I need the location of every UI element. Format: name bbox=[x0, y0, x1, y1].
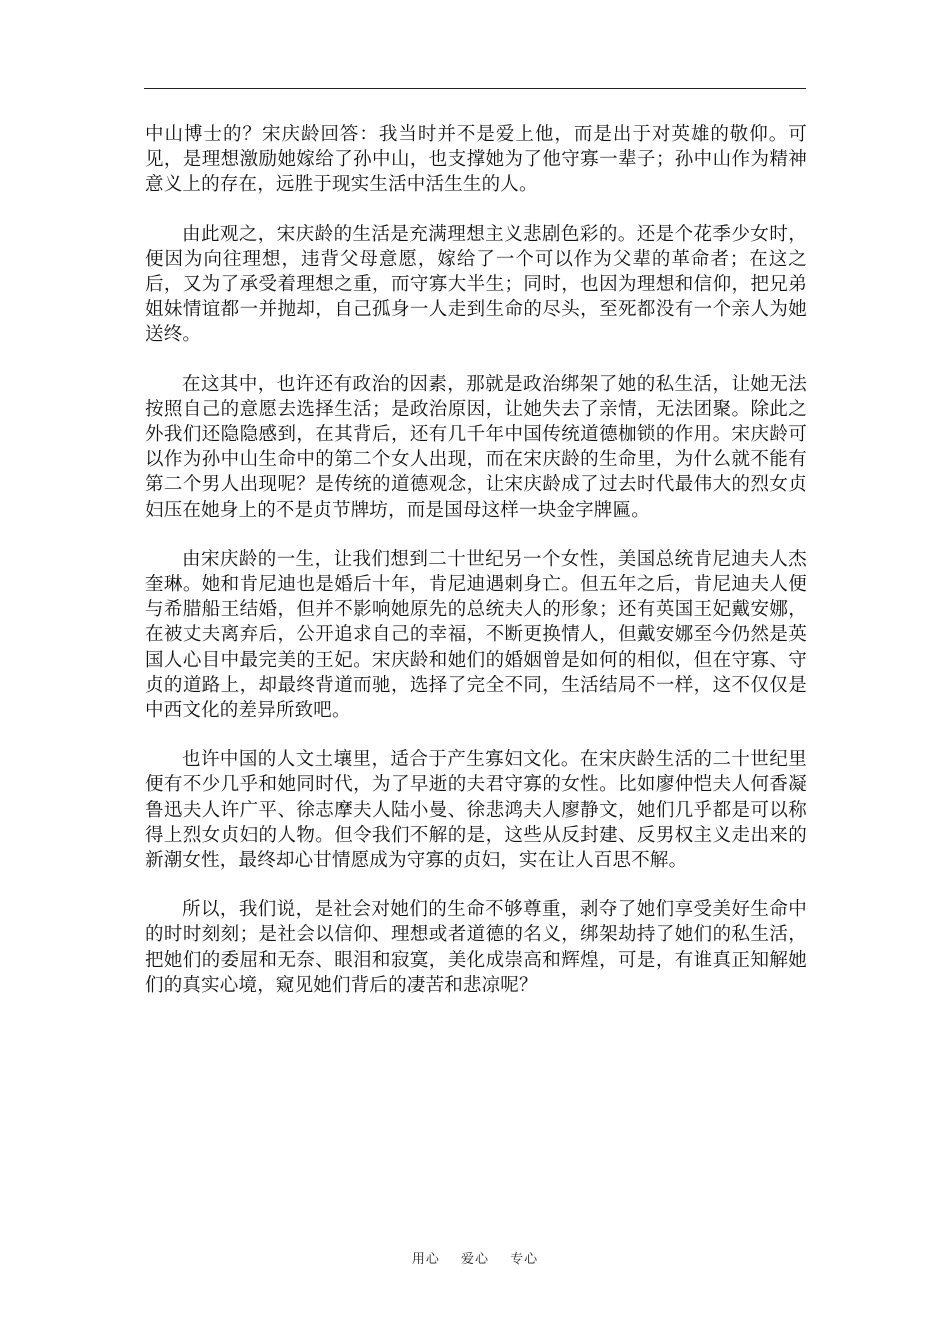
header-rule bbox=[144, 88, 806, 89]
body-text bbox=[145, 122, 807, 1022]
page-footer bbox=[0, 1248, 950, 1267]
paragraph: 也许中国的人文土壤里，适合于产生寡妇文化。在宋庆龄生活的二十世纪里便有不少几乎和她同时代，为了早逝的夫君守寡的女性。比如廖仲恺夫人何香凝鲁迅夫人许广平、徐志摩夫人陆小曼、徐悲鸿夫人廖静文，她们几乎都是可以称得上烈女贞妇的人物。但令我们不解的是，这些从反封建、反男权主义走出来的新潮女性，最终却心甘情愿成为守寡的贞妇，实在让人百思不解。 bbox=[145, 749, 807, 872]
paragraph: 在这其中，也许还有政治的因素，那就是政治绑架了她的私生活，让她无法按照自己的意愿去选择生活；是政治原因，让她失去了亲情，无法团聚。除此之外我们还隐隐感到，在其背后，还有几千年中国传统道德枷锁的作用。宋庆龄可以作为孙中山生命中的第二个女人出现，而在宋庆龄的生命里，为什么就不能有第二个男人出现呢？是传统的道德观念，让宋庆龄成了过去时代最伟大的烈女贞妇压在她身上的不是贞节牌坊，而是国母这样一块金字牌匾。 bbox=[145, 373, 807, 521]
paragraph: 由宋庆龄的一生，让我们想到二十世纪另一个女性，美国总统肯尼迪夫人杰奎琳。她和肯尼迪也是婚后十年，肯尼迪遇刺身亡。但五年之后，肯尼迪夫人便与希腊船王结婚，但并不影响她原先的总统夫人的形象；还有英国王妃戴安娜，在被丈夫离弃后，公开追求自己的幸福，不断更换情人，但戴安娜至今仍然是英国人心目中最完美的王妃。宋庆龄和她们的婚姻曾是如何的相似，但在守寡、守贞的道路上，却最终背道而驰，选择了完全不同，生活结局不一样，这不仅仅是中西文化的差异所致吧。 bbox=[145, 548, 807, 722]
paragraph: 由此观之，宋庆龄的生活是充满理想主义悲剧色彩的。还是个花季少女时，便因为向往理想，违背父母意愿，嫁给了一个可以作为父辈的革命者；在这之后，又为了承受着理想之重，而守寡大半生；同时，也因为理想和信仰，把兄弟姐妹情谊都一并抛却，自己孤身一人走到生命的尽头，至死都没有一个亲人为她送终。 bbox=[145, 223, 807, 346]
paragraph: 中山博士的？宋庆龄回答：我当时并不是爱上他，而是出于对英雄的敬仰。可见，是理想激励她嫁给了孙中山，也支撑她为了他守寡一辈子；孙中山作为精神意义上的存在，远胜于现实生活中活生生的人。 bbox=[145, 124, 807, 196]
footer-text: 爱心 bbox=[460, 1252, 489, 1267]
footer-text: 专心 bbox=[510, 1252, 539, 1267]
paragraph: 所以，我们说，是社会对她们的生命不够尊重，剥夺了她们享受美好生命中的时时刻刻；是社会以信仰、理想或者道德的名义，绑架劫持了她们的私生活，把她们的委屈和无奈、眼泪和寂寞，美化成崇高和辉煌，可是，有谁真正知解她们的真实心境，窥见她们背后的凄苦和悲凉呢？ bbox=[145, 899, 807, 996]
footer-text: 用心 bbox=[411, 1252, 440, 1267]
